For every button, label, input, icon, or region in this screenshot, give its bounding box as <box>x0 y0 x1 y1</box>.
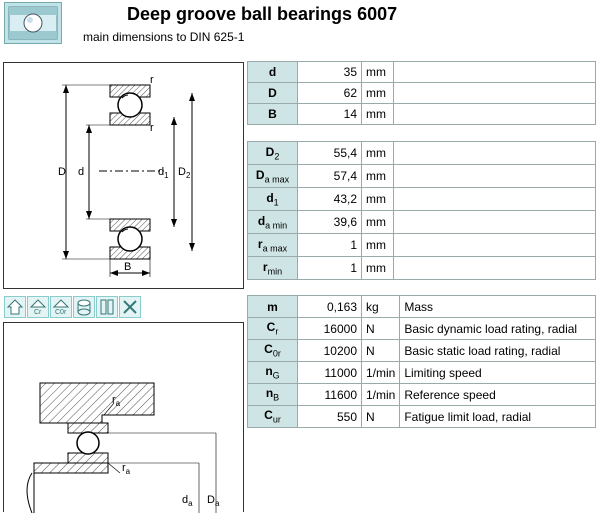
table-row <box>248 257 596 280</box>
tools-icon[interactable] <box>119 296 141 318</box>
cor-icon[interactable] <box>50 296 72 318</box>
symbol-cell <box>248 296 298 318</box>
value-cell: 1 <box>298 257 362 280</box>
label-d: d <box>78 166 85 178</box>
value-cell: 0,163 <box>298 296 362 318</box>
label-da: $d_a$ <box>182 494 193 508</box>
unit-cell: mm <box>362 211 394 234</box>
load-ratings-table <box>247 295 596 428</box>
value-cell: 1 <box>298 234 362 257</box>
value-cell: 39,6 <box>298 211 362 234</box>
unit-cell: kg <box>362 296 400 318</box>
symbol: D <box>265 144 275 159</box>
symbol-subscript: min <box>267 266 283 277</box>
symbol: C <box>264 408 273 423</box>
mounting-drawing <box>3 322 244 512</box>
label-d1: $d_1$ <box>158 166 169 180</box>
symbol: r <box>257 236 263 251</box>
symbol-cell <box>248 62 298 83</box>
table-row <box>248 384 596 406</box>
symbol-cell <box>248 211 298 234</box>
empty-cell <box>394 62 596 83</box>
empty-cell <box>394 234 596 257</box>
empty-cell <box>394 257 596 280</box>
table-row <box>248 296 596 318</box>
bearing-logo-icon <box>4 2 62 44</box>
value-cell: 10200 <box>298 340 362 362</box>
symbol: B <box>268 107 277 121</box>
symbol: d <box>266 190 274 205</box>
symbol-subscript: B <box>273 392 280 403</box>
description-cell: Fatigue limit load, radial <box>400 406 596 428</box>
unit-cell: mm <box>362 188 394 211</box>
unit-cell: mm <box>362 165 394 188</box>
description-cell: Reference speed <box>400 384 596 406</box>
table-row <box>248 188 596 211</box>
empty-cell <box>394 83 596 104</box>
unit-cell: 1/min <box>362 362 400 384</box>
table-row <box>248 62 596 83</box>
empty-cell <box>394 188 596 211</box>
symbol-cell <box>248 406 298 428</box>
value-cell: 43,2 <box>298 188 362 211</box>
svg-text:C0r: C0r <box>55 309 67 316</box>
symbol-subscript: ur <box>272 414 281 425</box>
symbol-subscript: r <box>275 326 279 337</box>
label-r-mid: r <box>150 122 154 134</box>
value-cell: 11000 <box>298 362 362 384</box>
value-cell: 35 <box>298 62 362 83</box>
table-row <box>248 83 596 104</box>
symbol-cell <box>248 257 298 280</box>
symbol: D <box>255 167 265 182</box>
page-title: Deep groove ball bearings 6007 <box>127 4 398 24</box>
unit-cell: N <box>362 318 400 340</box>
symbol-cell <box>248 384 298 406</box>
empty-cell <box>394 104 596 125</box>
symbol: C <box>266 320 276 335</box>
empty-cell <box>394 142 596 165</box>
symbol: m <box>267 299 278 314</box>
symbol: d <box>268 65 277 79</box>
table-row <box>248 340 596 362</box>
unit-cell: mm <box>362 83 394 104</box>
symbol: d <box>257 213 266 228</box>
value-cell: 16000 <box>298 318 362 340</box>
label-r-top: r <box>150 74 154 86</box>
symbol-subscript: a max <box>262 243 288 254</box>
symbol-cell <box>248 104 298 125</box>
unit-cell: mm <box>362 104 394 125</box>
cr-icon[interactable] <box>27 296 49 318</box>
value-cell: 14 <box>298 104 362 125</box>
table-row <box>248 234 596 257</box>
unit-cell: N <box>362 340 400 362</box>
home-icon[interactable] <box>4 296 26 318</box>
unit-cell: 1/min <box>362 384 400 406</box>
description-cell: Limiting speed <box>400 362 596 384</box>
symbol-subscript: 2 <box>274 151 280 162</box>
value-cell: 550 <box>298 406 362 428</box>
view-toolbar <box>4 296 150 320</box>
symbol: r <box>262 259 268 274</box>
unit-cell: mm <box>362 62 394 83</box>
unit-cell: mm <box>362 234 394 257</box>
label-ra-top: $r_a$ <box>112 394 121 408</box>
symbol: n <box>265 364 273 379</box>
label-D: D <box>58 166 66 178</box>
cylinder-icon[interactable] <box>73 296 95 318</box>
value-cell: 57,4 <box>298 165 362 188</box>
table-row <box>248 104 596 125</box>
page-subtitle: main dimensions to DIN 625-1 <box>83 30 245 44</box>
symbol-cell <box>248 318 298 340</box>
table-row <box>248 211 596 234</box>
table-row <box>248 165 596 188</box>
unit-cell: mm <box>362 142 394 165</box>
abutment-dimensions-table <box>247 141 596 280</box>
label-B: B <box>124 261 132 273</box>
symbol-subscript: a max <box>264 174 290 185</box>
value-cell: 11600 <box>298 384 362 406</box>
symbol-cell <box>248 142 298 165</box>
table-row <box>248 318 596 340</box>
svg-text:Cr: Cr <box>34 309 42 316</box>
label-ra-bottom: $r_a$ <box>122 462 131 476</box>
unit-cell: mm <box>362 257 394 280</box>
main-dimensions-table <box>247 61 596 125</box>
symbol-subscript: a min <box>265 220 288 231</box>
fitting-icon[interactable] <box>96 296 118 318</box>
symbol-subscript: G <box>272 370 280 381</box>
bearing-dimension-drawing <box>3 62 244 289</box>
description-cell: Basic dynamic load rating, radial <box>400 318 596 340</box>
symbol-cell <box>248 188 298 211</box>
symbol-subscript: 0r <box>272 348 281 359</box>
symbol-cell <box>248 234 298 257</box>
symbol-cell <box>248 362 298 384</box>
description-cell: Basic static load rating, radial <box>400 340 596 362</box>
value-cell: 62 <box>298 83 362 104</box>
empty-cell <box>394 211 596 234</box>
value-cell: 55,4 <box>298 142 362 165</box>
table-row <box>248 362 596 384</box>
table-row <box>248 406 596 428</box>
symbol-subscript: 1 <box>273 197 279 208</box>
symbol: D <box>268 86 277 100</box>
symbol-cell <box>248 83 298 104</box>
empty-cell <box>394 165 596 188</box>
label-Da: $D_a$ <box>207 494 220 508</box>
symbol: n <box>265 386 274 401</box>
description-cell: Mass <box>400 296 596 318</box>
symbol: C <box>264 342 273 357</box>
label-D2: $D_2$ <box>178 166 191 180</box>
unit-cell: N <box>362 406 400 428</box>
table-row <box>248 142 596 165</box>
symbol-cell <box>248 340 298 362</box>
symbol-cell <box>248 165 298 188</box>
